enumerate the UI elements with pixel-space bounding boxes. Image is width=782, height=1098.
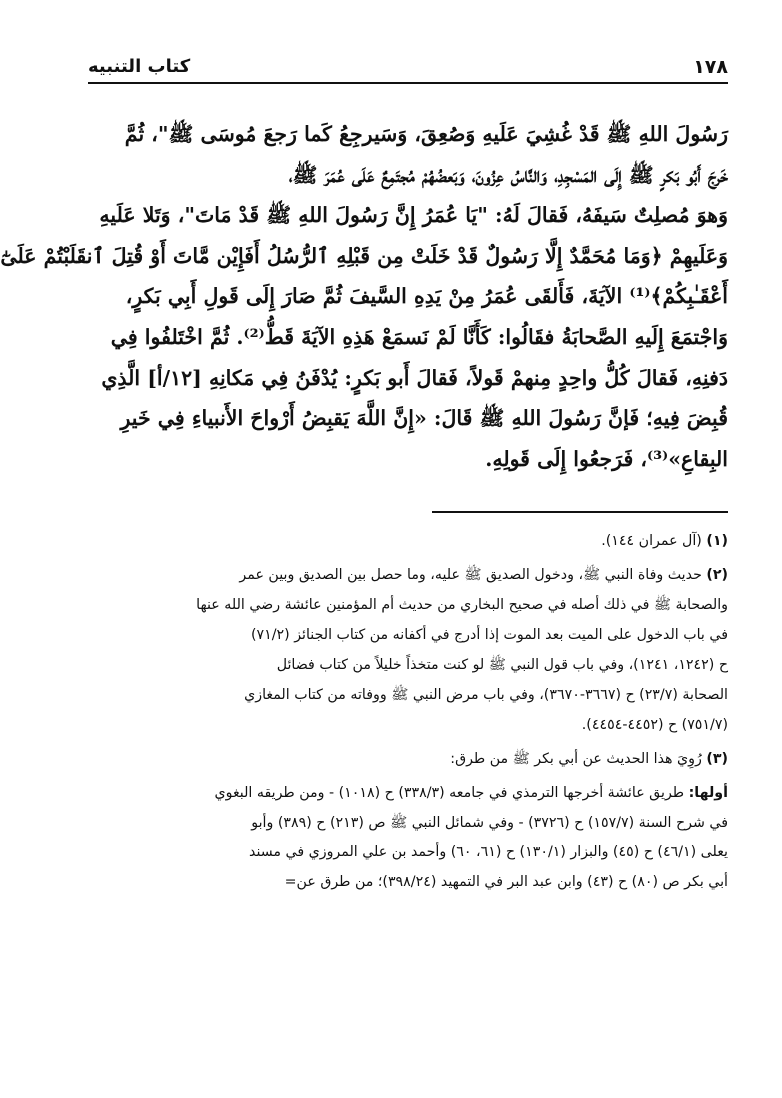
footnote-line: في باب الدخول على الميت بعد الموت إذا أدرج في أكفانه من كتاب الجنائز (٧١/٢): [250, 627, 728, 644]
main-text-line: قُبِضَ فِيهِ؛ فَإنَّ رَسُولَ اللهِ ﷺ قَالَ: «إِنَّ اللَّهَ يَقبِضُ أَرْواحَ الأَنبياءِ فِي خَيرِ: [120, 406, 728, 431]
footnote-line: أبي بكر ص (٨٠) ح (٤٣) وابن عبد البر في التمهيد (٣٩٨/٢٤)؛ من طرق عن=: [284, 874, 728, 891]
footnote-line: يعلى (٤٦/١) ح (٤٥) والبزار (١٣٠/١) ح (٦١، ٦٠) وأحمد بن علي المروزي في مسند: [249, 844, 728, 861]
main-text-line: وَهوَ مُصلِتٌ سَيفَهُ، فَقالَ لَهُ: "يَا عُمَرُ إِنَّ رَسُولَ اللهِ ﷺ قَدْ مَاتَ"، وَتَلا عَلَيهِ: [99, 203, 728, 228]
footnote-line: ح (١٢٤٢، ١٢٤١)، وفي باب قول النبي ﷺ لو كنت متخذاً خليلاً من كتاب فضائل: [276, 656, 728, 673]
page-number: ١٧٨: [693, 56, 728, 78]
footnote-number: (١): [706, 533, 728, 550]
footnote-3-paragraph: [88, 779, 728, 899]
footnote-text: رُوِيَ هذا الحديث عن أبي بكر ﷺ من طرق:: [450, 750, 702, 767]
running-title: كتاب التنبيه: [88, 56, 191, 77]
footnote-separator: [432, 511, 728, 513]
main-text-line: خَرجَ أَبُو بَكرٍ ﷺ إِلَى المَسْجِدِ، وَالنَّاسُ عِزُونَ، وَبَعضُهُمْ مُجتَمِعٌ عَلَى عُمَرَ ﷺ،: [288, 162, 728, 187]
footnote-text: طريق عائشة أخرجها الترمذي في جامعه (٣٣٨/٣) ح (١٠١٨) - ومن طريقه البغوي: [214, 784, 685, 801]
footnote-text: حديث وفاة النبي ﷺ، ودخول الصديق ﷺ عليه، وما حصل بين الصديق وبين عمر: [239, 567, 702, 584]
main-text-line: وَاجْتمَعَ إِلَيهِ الصَّحابَةُ فقَالُوا: كَأَنَّا لَمْ نَسمَعْ هَذِهِ الآيَةَ قَطُّ⁽²⁾. ثُمَّ اخْتَلفُوا فِي: [110, 324, 728, 349]
footnote-line: [88, 745, 728, 775]
footnote-lead: أولها:: [688, 784, 728, 801]
footnote-line: في شرح السنة (١٥٧/٧) ح (٣٧٢٦) - وفي شمائل النبي ﷺ ص (٢١٣) ح (٣٨٩) وأبو: [251, 814, 728, 831]
footnote-line: [88, 527, 728, 557]
footnotes: [88, 527, 728, 898]
footnote-line: (٧٥١/٧) ح (٤٤٥٢-٤٤٥٤).: [581, 716, 728, 733]
footnote-line: [88, 561, 728, 591]
footnote-line: الصحابة (٢٣/٧) ح (٣٦٦٧-٣٦٧٠)، وفي باب مرض النبي ﷺ ووفاته من كتاب المغازي: [244, 686, 728, 703]
book-page: [0, 48, 728, 1078]
footnote-text: (آل عمران ١٤٤).: [601, 533, 702, 550]
footnote-number: (٣): [706, 750, 728, 767]
main-text-line: أَعْقَـٰبِكُمْ﴾⁽¹⁾ الآيَةَ، فَأَلقَى عُمَرُ مِنْ يَدِهِ السَّيفَ ثُمَّ صَارَ إِلَى قَولِ أَبِي بَكرٍ،: [125, 284, 728, 309]
main-text-line: دَفنِهِ، فَقالَ كُلُّ واحِدٍ مِنهمْ قَولاً، فَقالَ أَبو بَكرٍ: يُدْفَنُ فِي مَكانِهِ [١٢/أ] الَّذِي: [101, 365, 728, 390]
footnote-3: [88, 745, 728, 775]
main-text: [0, 114, 728, 479]
main-text-line: وَعَلَيهِمْ ﴿وَمَا مُحَمَّدٌ إِلَّا رَسُولٌ قَدْ خَلَتْ مِن قَبْلِهِ ٱلرُّسُلُ أَفَإِيْن مَّاتَ أَوْ قُتِلَ ٱنقَلَبْتُمْ عَلَىٰٓ: [0, 243, 728, 268]
footnote-line: [88, 779, 728, 809]
page-header: [88, 48, 728, 84]
footnote-line: والصحابة ﷺ في ذلك أصله في صحيح البخاري من حديث أم المؤمنين عائشة رضي الله عنها: [196, 597, 728, 614]
main-text-line: البِقاعِ»⁽³⁾، فَرَجعُوا إِلَى قَولِهِ.: [485, 446, 728, 471]
footnote-number: (٢): [706, 567, 728, 584]
footnote-2: [88, 561, 728, 740]
footnote-1: [88, 527, 728, 557]
main-text-line: رَسُولَ اللهِ ﷺ قَدْ غُشِيَ عَلَيهِ وَصُعِقَ، وَسَيرجِعُ كَما رَجعَ مُوسَى ﷺ"، ثُمَّ: [124, 122, 728, 146]
